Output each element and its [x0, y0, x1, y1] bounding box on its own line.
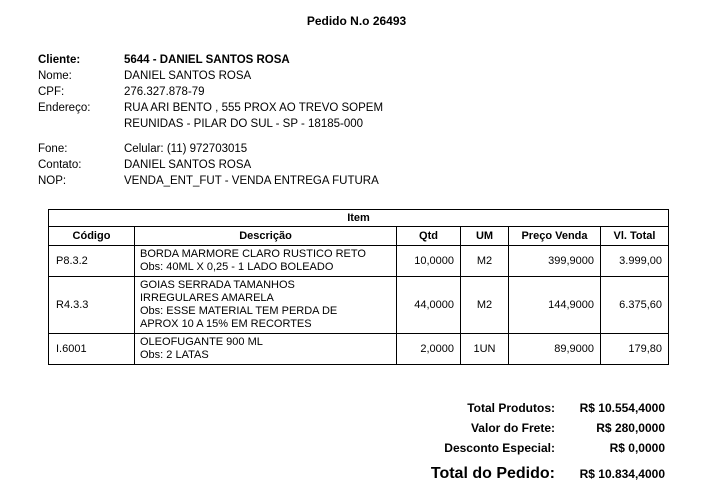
customer-info-block	[38, 52, 658, 189]
cell-vl-total: 3.999,00	[601, 246, 669, 277]
cell-preco-venda: 89,9000	[509, 334, 601, 365]
cell-codigo: R4.3.3	[49, 277, 135, 334]
total-pedido-row	[405, 464, 665, 484]
items-table-header-row	[49, 227, 669, 246]
customer-value-cliente: 5644 - DANIEL SANTOS ROSA	[124, 54, 290, 66]
customer-row-cliente	[38, 52, 658, 68]
page-title: Pedido N.o 26493	[306, 14, 407, 28]
customer-row-cpf	[38, 84, 658, 100]
customer-value-cpf: 276.327.878-79	[124, 86, 205, 98]
cell-um: M2	[461, 277, 509, 334]
desconto-especial-row	[405, 438, 665, 458]
descricao-line: APROX 10 A 15% EM RECORTES	[140, 318, 312, 330]
customer-row-contato	[38, 157, 658, 173]
total-produtos-row	[405, 398, 665, 418]
customer-value-endereco: RUA ARI BENTO , 555 PROX AO TREVO SOPEM	[124, 102, 384, 114]
column-header-qtd: Qtd	[397, 227, 461, 246]
total-pedido-value: R$ 10.834,4000	[579, 467, 665, 481]
cell-preco-venda: 144,9000	[509, 277, 601, 334]
cell-qtd: 2,0000	[397, 334, 461, 365]
total-produtos-value: R$ 10.554,4000	[579, 401, 665, 415]
valor-frete-row	[405, 418, 665, 438]
descricao-line: IRREGULARES AMARELA	[140, 292, 274, 304]
valor-frete-value: R$ 280,0000	[596, 421, 665, 435]
customer-label-cliente: Cliente:	[38, 54, 81, 66]
desconto-especial-value: R$ 0,0000	[609, 441, 665, 455]
customer-label-cpf: CPF:	[38, 86, 65, 98]
descricao-line: BORDA MARMORE CLARO RUSTICO RETO	[140, 248, 366, 260]
descricao-line: Obs: 40ML X 0,25 - 1 LADO BOLEADO	[140, 261, 334, 273]
customer-row-nop	[38, 173, 658, 189]
cell-descricao	[135, 334, 397, 365]
totals-block	[405, 398, 665, 484]
descricao-line: Obs: ESSE MATERIAL TEM PERDA DE	[140, 305, 338, 317]
customer-label-contato: Contato:	[38, 159, 82, 171]
cell-descricao	[135, 277, 397, 334]
cell-um: 1UN	[461, 334, 509, 365]
customer-row-endereco-cont	[38, 116, 658, 132]
table-row	[49, 246, 669, 277]
descricao-line: OLEOFUGANTE 900 ML	[140, 336, 263, 348]
customer-value-nop: VENDA_ENT_FUT - VENDA ENTREGA FUTURA	[124, 175, 379, 187]
customer-row-endereco	[38, 100, 658, 116]
descricao-line: GOIAS SERRADA TAMANHOS	[140, 279, 295, 291]
column-header-um: UM	[461, 227, 509, 246]
customer-label-nome: Nome:	[38, 70, 72, 82]
column-header-preco-venda: Preço Venda	[509, 227, 601, 246]
column-header-vl-total: Vl. Total	[601, 227, 669, 246]
column-header-codigo: Código	[49, 227, 135, 246]
cell-codigo: I.6001	[49, 334, 135, 365]
valor-frete-label: Valor do Frete:	[470, 421, 555, 435]
desconto-especial-label: Desconto Especial:	[444, 441, 555, 455]
customer-value-fone: Celular: (11) 972703015	[124, 143, 248, 155]
items-table	[48, 209, 669, 365]
cell-codigo: P8.3.2	[49, 246, 135, 277]
total-pedido-label: Total do Pedido:	[430, 465, 555, 482]
customer-value-contato: DANIEL SANTOS ROSA	[124, 159, 252, 171]
items-table-wrapper	[48, 209, 668, 365]
items-table-caption-row	[49, 210, 669, 227]
customer-label-endereco-cont	[38, 116, 124, 132]
cell-vl-total: 179,80	[601, 334, 669, 365]
customer-row-nome	[38, 68, 658, 84]
customer-label-fone: Fone:	[38, 143, 68, 155]
total-produtos-label: Total Produtos:	[467, 401, 555, 415]
customer-value-endereco-cont: REUNIDAS - PILAR DO SUL - SP - 18185-000	[124, 118, 364, 130]
cell-vl-total: 6.375,60	[601, 277, 669, 334]
cell-descricao	[135, 246, 397, 277]
column-header-descricao: Descrição	[135, 227, 397, 246]
customer-label-nop: NOP:	[38, 175, 67, 187]
descricao-line: Obs: 2 LATAS	[140, 349, 209, 361]
items-table-caption: Item	[49, 210, 669, 227]
customer-value-nome: DANIEL SANTOS ROSA	[124, 70, 252, 82]
customer-label-endereco: Endereço:	[38, 102, 91, 114]
customer-row-fone	[38, 141, 658, 157]
table-row	[49, 277, 669, 334]
cell-qtd: 10,0000	[397, 246, 461, 277]
cell-um: M2	[461, 246, 509, 277]
cell-preco-venda: 399,9000	[509, 246, 601, 277]
table-row	[49, 334, 669, 365]
cell-qtd: 44,0000	[397, 277, 461, 334]
